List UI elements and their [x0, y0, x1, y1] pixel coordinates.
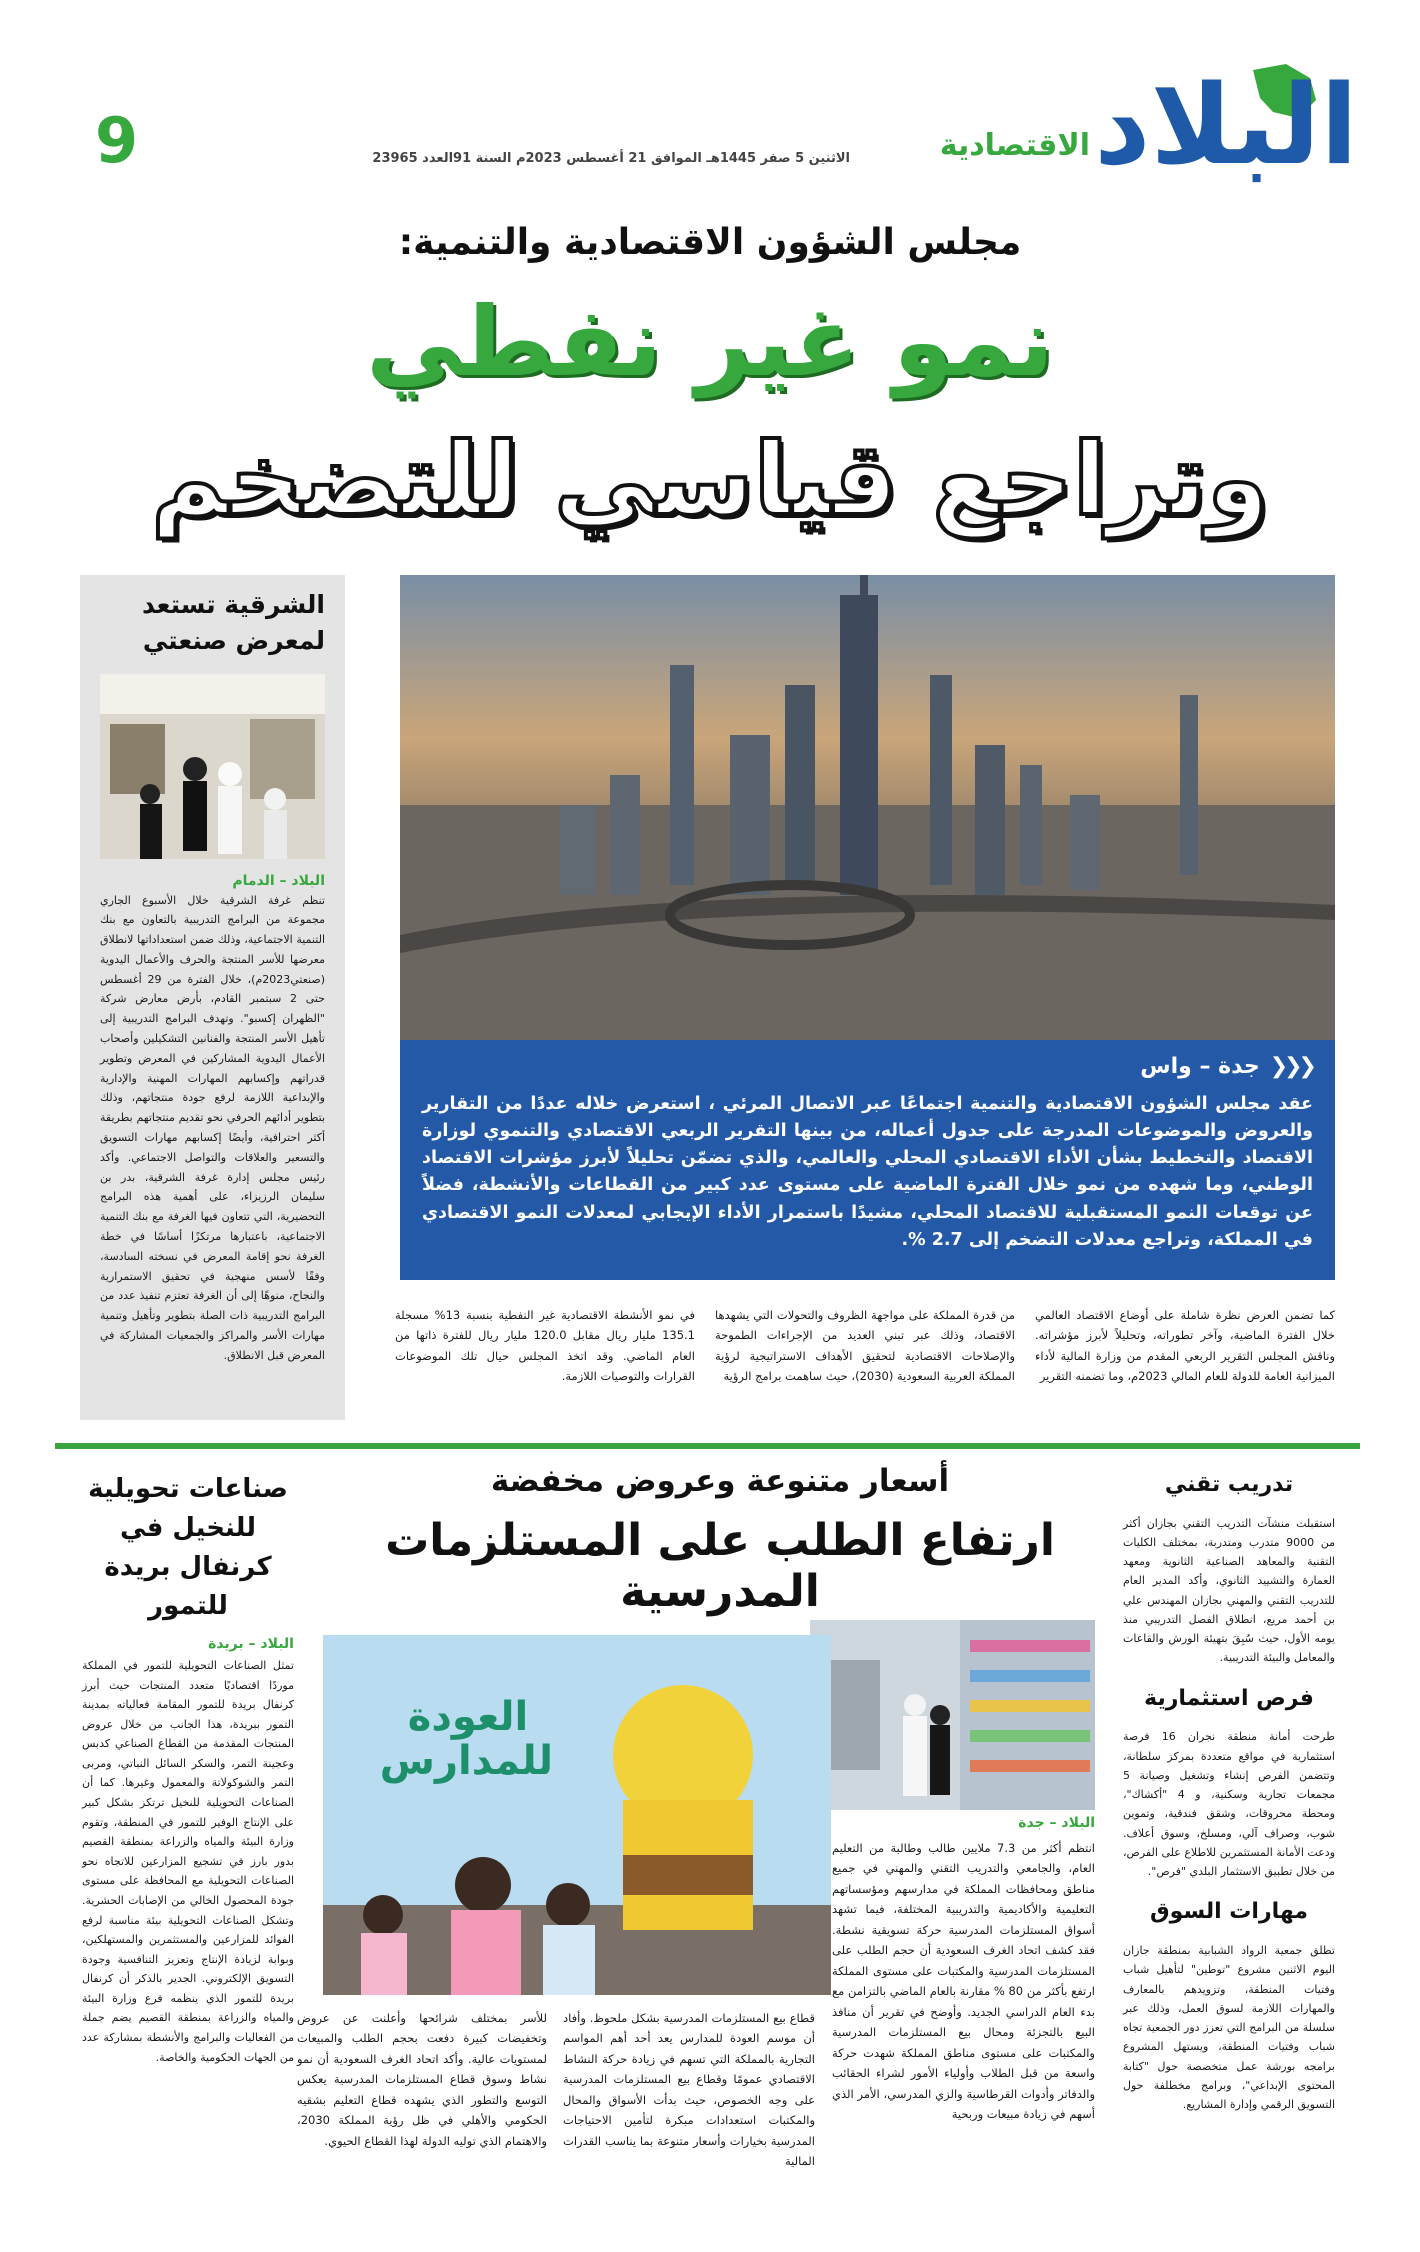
lead-headline-line1: نمو غير نفطي [366, 286, 1054, 398]
buraidah-body: تمثل الصناعات التحويلية للتمور في المملكة موردًا اقتصاديًا متعدد المنتجات حيث أبرز كرنفال بريدة للتمور المقامة فعالياته بمدينة التمور ببريدة، هذا الجانب من خلال عروض المنتجات المقدمة من القطاع الصناعي كدبس وعجينة التمر، والسكر السائل النباتي، ومربى التمر والشوكولاتة والمعمول وغيرها. كما أن الصناعات التحويلية للنخيل ترتكز بشكل كبير على الإنتاج الوفير للتمور في المنطقة، وتقوم وزارة البيئة والمياه والزراعة بمنطقة القصيم بدور بارز في تشجيع المزارعين للاتجاه نحو الصناعات التحويلية مع المحافظة على مستوى جودة المحصول الخالي من الإصابات الحشرية. وتشكل الصناعات التحويلية بيئة مناسبة لرفع الفوائد للمزارعين والمستثمرين والمستهلكين، وبوابة لزيادة الإنتاج وتعزيز التنافسية وجودة التسويق الإلكتروني. الجدير بالذكر أن كرنفال بريدة للتمور الذي ينظمه فرع وزارة البيئة والمياه والزراعة بمنطقة القصيم يضم جملة من الفعاليات والبرامج والأنشطة بمشاركة عدد من الجهات الحكومية والخاصة. [82, 1659, 294, 2064]
riyadh-skyline-photo [400, 575, 1335, 1040]
buraidah-headline: صناعات تحويلية للنخيل في كرنفال بريدة للتمور [88, 1474, 288, 1621]
section-title: الاقتصادية [939, 128, 1090, 163]
store-aisle-photo [810, 1620, 1095, 1810]
brief-2-body: طرحت أمانة منطقة نجران 16 فرصة استثمارية في مواقع متعددة بمركز سلطانة، وتتضمن الفرص إنشاء وتشغيل وصيانة 5 مجمعات تجارية وسكنية، و 4 "أكشاك"، ومحطة محروقات، وشقق فندقية، وتموين شوب، وصراف آلي، ومسلخ، وسوق أعلاف. ودعت الأمانة المستثمرين للاطلاع على الفرص، من خلال تطبيق الاستثمار البلدي "فرص". [1123, 1730, 1335, 1879]
brief-3-body: تطلق جمعية الرواد الشبابية بمنطقة جازان اليوم الاثنين مشروع "توطين" لتأهيل شباب وفتيات المنطقة، وتزويدهم بالمعارف والمهارات اللازمة لسوق العمل، وذلك عبر سلسلة من البرامج التي تعزز دور الجمعية تجاه شباب وفتيات المنطقة، ويستهل المشروع برامجه بورشة عمل متخصصة حول "كتابة المحتوى الإبداعي"، وبرامج مخطلفة حول التسويق الرقمي وإدارة المشاريع. [1123, 1944, 1335, 2112]
brief-2-headline: فرص استثمارية [1144, 1685, 1314, 1711]
lead-col-1: كما تضمن العرض نظرة شاملة على أوضاع الاقتصاد العالمي خلال الفترة الماضية، وآخر تطوراته، وتحليلاً لأبرز مؤشراته. وناقش المجلس التقرير الربعي المقدم من وزارة المالية لأداء الميزانية العامة للدولة للعام المالي 2023م، وما تضمنه التقرير [1035, 1308, 1335, 1384]
section-divider [55, 1443, 1360, 1449]
back-to-school-banner: العودة للمدارس [379, 1694, 553, 1784]
brief-1-headline: تدريب تقني [1164, 1472, 1294, 1497]
lead-kicker: مجلس الشؤون الاقتصادية والتنمية: [398, 222, 1022, 263]
masthead-logo [1048, 60, 1358, 200]
lead-headline-line2: وتراجع قياسي للتضخم [151, 421, 1269, 538]
sharqia-sidebar [80, 575, 345, 1420]
sharqia-byline: البلاد – الدمام [232, 872, 325, 889]
brief-1-body: استقبلت منشآت التدريب التقني بجازان أكثر من 9000 متدرب ومتدربة، بمختلف الكليات التقنية والمعاهد الصناعية الثانوية ومعهد العمارة والتشييد الثانوي، وأكد المدير العام للتدريب التقني والمهني بجازان المهندس علي بن أحمد مريع، انطلاق الفصل التدريبي منذ يومه الأول، حيث سُبِقَ بتهيئة الورش والقاعات والمعامل والبيئة التدريبية. [1123, 1516, 1335, 1665]
lead-byline-row [422, 1054, 1313, 1079]
school-col-3: للأسر بمختلف شرائحها وأعلنت عن عروض وتخفيضات كبيرة دفعت بحجم الطلب والمبيعات لمستويات عالية. وأكد اتحاد الغرف السعودية أن نمو نشاط وسوق قطاع المستلزمات المدرسية يعكس التوسع والتطور الذي يشهده قطاع التعليم بشقيه الحكومي والأهلي في ظل رؤية المملكة 2030، والاهتمام الذي توليه الدولة لهذا القطاع الحيوي. [297, 2011, 547, 2148]
school-col-1: انتظم أكثر من 7.3 ملايين طالب وطالبة من التعليم العام، والجامعي والتدريب التقني والمهني في جميع مناطق ومحافظات المملكة في مدارسهم ومؤسساتهم التعليمية والأكاديمية والتدريبية المختلفة، فيما تشهد أسواق المستلزمات المدرسية حركة تسويقية نشطة. فقد كشف اتحاد الغرف السعودية أن حجم الطلب على المستلزمات المدرسية والمكتبات على مستوى المملكة ارتفع بأكثر من 80 % مقارنة بالعام الماضي بالتزامن مع بدء العام الدراسي الجديد. وأوضح في تقرير أن منافذ البيع بالتجزئة ومحال بيع المستلزمات المدرسية والمكتبات على مستوى مناطق المملكة شهدت حركة واسعة من قبل الطلاب وأولياء الأمور لشراء الحقائب والدفاتر وأدوات القرطاسية والزي المدرسي، الأمر الذي أسهم في زيادة مبيعات وربحية [832, 1841, 1095, 2122]
back-to-school-photo [323, 1635, 831, 1995]
sharqia-exhibition-photo [100, 674, 325, 859]
lead-byline: جدة – واس [1140, 1054, 1260, 1079]
sharqia-headline: الشرقية تستعد لمعرض صنعتي [142, 590, 325, 656]
school-kicker: أسعار متنوعة وعروض مخفضة [490, 1463, 950, 1499]
lead-col-3: في نمو الأنشطة الاقتصادية غير النفطية بنسبة 13% مسجلة 135.1 مليار ريال مقابل 120.0 مليار ريال للفترة ذاتها من العام الماضي. وقد اتخذ المجلس حيال تلك الموضوعات القرارات والتوصيات اللازمة. [395, 1308, 696, 1384]
buraidah-column [82, 1470, 294, 2067]
lead-intro-text: عقد مجلس الشؤون الاقتصادية والتنمية اجتماعًا عبر الاتصال المرئي ، استعرض خلاله عددًا من التقارير والعروض والموضوعات المدرجة على جدول أعماله، من بينها التقرير الربعي الاقتصادي والتنموي لوزارة الاقتصاد والتخطيط بشأن الأداء الاقتصادي المحلي والعالمي، والذي تضمّن تحليلاً لأبرز مؤشرات الاقتصاد الوطني، وما شهده من نمو خلال الفترة الماضية على مستوى عدد كبير من القطاعات والأنشطة، فضلاً عن توقعات النمو المستقبلية للاقتصاد المحلي، مشيدًا باستمرار الأداء الإيجابي لمعدلات النمو الاقتصادي في المملكة، وتراجع معدلات التضخم إلى 2.7 %. [422, 1094, 1313, 1250]
logo-text: البلاد [1094, 61, 1358, 189]
buraidah-byline: البلاد – بريدة [208, 1636, 294, 1652]
school-col-2: قطاع بيع المستلزمات المدرسية بشكل ملحوظ. وأفاد أن موسم العودة للمدارس يعد أحد أهم المواسم التجارية بالمملكة التي تسهم في زيادة حركة النشاط الاقتصادي عمومًا وقطاع بيع المستلزمات المدرسية على وجه الخصوص، حيث بدأت الأسواق والمحال والمكتبات استعدادات مبكرة لتأمين الاحتياجات المدرسية بخيارات وأسعار متنوعة بما يناسب القدرات المالية [563, 2011, 815, 2169]
lead-col-2: من قدرة المملكة على مواجهة الظروف والتحولات التي يشهدها الاقتصاد، وذلك عبر تبني العديد من الإجراءات الطموحة والإصلاحات الاقتصادية لتحقيق الأهداف الاستراتيجية لرؤية المملكة العربية السعودية (2030)، حيث ساهمت برامج الرؤية [715, 1308, 1015, 1384]
school-headline: ارتفاع الطلب على المستلزمات المدرسية [385, 1515, 1055, 1617]
right-briefs-column [1123, 1470, 1335, 2114]
sharqia-body: تنظم غرفة الشرقية خلال الأسبوع الجاري مجموعة من البرامج التدريبية بالتعاون مع بنك التنمية الاجتماعية، وذلك ضمن استعداداتها لانطلاق معرضها للأسر المنتجة والحرف والأعمال اليدوية (صنعتي2023م)، خلال الفترة من 29 أغسطس حتى 2 سبتمبر القادم، بأرض معارض شركة "الظهران إكسبو". وتهدف البرامج التدريبية إلى تأهيل الأسر المنتجة والفنانين التشكيلين وأصحاب الأعمال اليدوية المشاركين في المعرض وتطوير قدراتهم وإكسابهم المهارات المهنية والإدارية والإبداعية اللازمة لرفع جودة منتجاتهم، وذلك بتطوير أدائهم الحرفي نحو تقديم منتجاتهم بطريقة أكثر احترافية، وأيضًا إكسابهم مهارات التسويق والتسعير والعلاقات والتواصل الاجتماعي. وأكد رئيس مجلس إدارة غرفة الشرقية، بدر بن سليمان الرزيزاء، على أهمية هذه البرامج التحضيرية، التي تتعاون فيها الغرفة مع بنك التنمية الاجتماعية، باعتبارها مرتكزًا أساسًا في خطة الغرفة نحو إقامة المعرض في نسخته السادسة، وفقًا لأسس منهجية في تحقيق الاستمرارية والنجاح، منوهًا إلى أن الغرفة تعتزم تنفيذ عدد من البرامج التدريبية ذات الصلة بتطوير وتأهيل وتنمية مهارات الأسر والمراكز والجمعيات المشاركة في المعرض قبل الانطلاق. [100, 893, 325, 1362]
page-number: 9 [95, 104, 139, 177]
brief-3-headline: مهارات السوق [1149, 1899, 1309, 1925]
chevrons-icon: ❮❮❮ [1269, 1054, 1313, 1079]
dateline: الاثنين 5 صفر 1445هـ الموافق 21 أغسطس 2023م السنة 91العدد 23965 [372, 151, 850, 166]
lead-intro-box [400, 1040, 1335, 1280]
school-byline: البلاد – جدة [1018, 1815, 1095, 1831]
